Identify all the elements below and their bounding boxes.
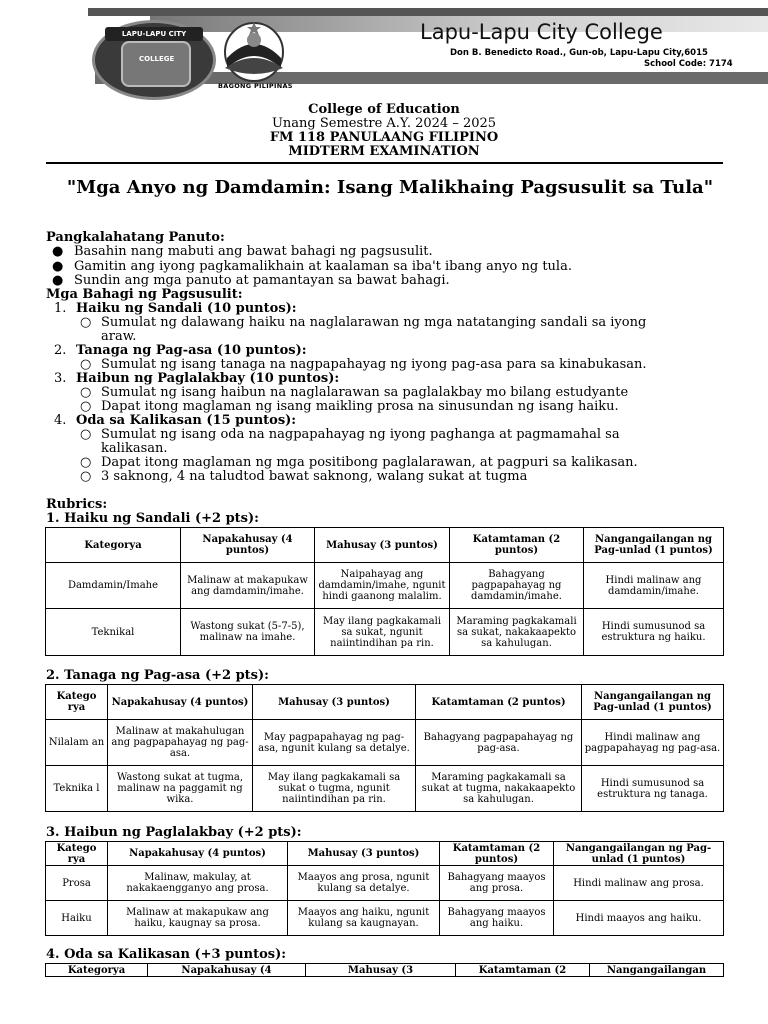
college-seal-icon <box>92 20 216 100</box>
bullet-icon: ● <box>52 244 64 259</box>
table-cell: Haiku <box>46 901 108 936</box>
part-sub: Dapat itong maglaman ng mga positibong paglalarawan, at pagpuri sa kalikasan. <box>101 455 638 470</box>
circle-bullet-icon: ○ <box>80 469 92 484</box>
circle-bullet-icon: ○ <box>80 399 92 414</box>
table-cell: Malinaw at makahulugan ang pagpapahayag ng pag-asa. <box>108 720 253 766</box>
seal-ribbon-text: LAPU-LAPU CITY <box>105 27 203 41</box>
table-cell: Hindi sumusunod sa estruktura ng haiku. <box>584 609 724 656</box>
column-header: Katamtaman (2 <box>456 964 590 977</box>
part-title: Tanaga ng Pag-asa (10 puntos): <box>76 343 307 358</box>
bullet-icon: ● <box>52 259 64 274</box>
column-header: Katego rya <box>46 842 108 866</box>
table-cell: Bahagyang pagpapahayag ng pag-asa. <box>416 720 582 766</box>
school-code: School Code: 7174 <box>644 59 733 69</box>
column-header: Napakahusay (4 puntos) <box>108 842 288 866</box>
part-sub: araw. <box>101 329 137 344</box>
seal-shield <box>121 41 191 87</box>
rubric-title: 1. Haiku ng Sandali (+2 pts): <box>46 511 259 526</box>
column-header: Mahusay (3 puntos) <box>253 685 416 720</box>
column-header: Napakahusay (4 puntos) <box>181 528 315 563</box>
rubric-title: 4. Oda sa Kalikasan (+3 puntos): <box>46 947 287 962</box>
table-cell: Wastong sukat (5-7-5), malinaw na imahe. <box>181 609 315 656</box>
department: College of Education <box>308 102 460 117</box>
column-header: Nangangailangan <box>590 964 724 977</box>
part-sub: Sumulat ng isang oda na nagpapahayag ng iyong paghanga at pagmamahal sa <box>101 427 620 442</box>
part-number: 4. <box>54 413 67 428</box>
table-row <box>46 766 724 812</box>
table-cell: Maayos ang haiku, ngunit kulang sa kaugnayan. <box>288 901 440 936</box>
table-cell: Hindi maayos ang haiku. <box>554 901 724 936</box>
rubric-title: 2. Tanaga ng Pag-asa (+2 pts): <box>46 668 269 683</box>
part-number: 2. <box>54 343 67 358</box>
circle-bullet-icon: ○ <box>80 455 92 470</box>
table-header-row <box>46 685 724 720</box>
part-number: 1. <box>54 301 67 316</box>
table-header-row <box>46 842 724 866</box>
part-sub: Sumulat ng isang haibun na naglalarawan sa paglalakbay mo bilang estudyante <box>101 385 629 400</box>
table-cell: Bahagyang maayos ang prosa. <box>440 866 554 901</box>
table-cell: Nilalam an <box>46 720 108 766</box>
table-cell: Hindi malinaw ang prosa. <box>554 866 724 901</box>
part-title: Haiku ng Sandali (10 puntos): <box>76 301 297 316</box>
bagong-pilipinas-logo-icon <box>213 18 295 82</box>
column-header: Mahusay (3 puntos) <box>315 528 450 563</box>
instruction-item: Sundin ang mga panuto at pamantayan sa bawat bahagi. <box>74 273 450 288</box>
seal-sub-text: COLLEGE <box>139 55 175 63</box>
part-sub: kalikasan. <box>101 441 168 456</box>
column-header: Nangangailangan ng Pag-unlad (1 puntos) <box>582 685 724 720</box>
instruction-item: Basahin nang mabuti ang bawat bahagi ng pagsusulit. <box>74 244 433 259</box>
column-header: Kategorya <box>46 964 148 977</box>
table-row <box>46 609 724 656</box>
table-cell: Hindi malinaw ang pagpapahayag ng pag-asa. <box>582 720 724 766</box>
rubric-table-tanaga <box>45 684 724 812</box>
table-header-row <box>46 528 724 563</box>
table-cell: Maayos ang prosa, ngunit kulang sa detalye. <box>288 866 440 901</box>
circle-bullet-icon: ○ <box>80 357 92 372</box>
table-row <box>46 866 724 901</box>
table-cell: Malinaw at makapukaw ang damdamin/imahe. <box>181 563 315 609</box>
table-cell: Maraming pagkakamali sa sukat, nakakaapekto sa kahulugan. <box>450 609 584 656</box>
column-header: Katamtaman (2 puntos) <box>450 528 584 563</box>
part-sub: Sumulat ng dalawang haiku na naglalarawan ng mga natatanging sandali sa iyong <box>101 315 647 330</box>
table-header-row <box>46 964 724 977</box>
table-cell: Prosa <box>46 866 108 901</box>
circle-bullet-icon: ○ <box>80 427 92 442</box>
part-sub: Dapat itong maglaman ng isang maikling prosa na sinusundan ng isang haiku. <box>101 399 619 414</box>
part-title: Oda sa Kalikasan (15 puntos): <box>76 413 297 428</box>
table-cell: May ilang pagkakamali sa sukat, ngunit naiintindihan pa rin. <box>315 609 450 656</box>
table-cell: May ilang pagkakamali sa sukat o tugma, ngunit naiintindihan pa rin. <box>253 766 416 812</box>
rubrics-heading: Rubrics: <box>46 497 108 512</box>
logo-caption: BAGONG PILIPINAS <box>218 82 293 90</box>
rubric-table-haiku <box>45 527 724 656</box>
bullet-icon: ● <box>52 273 64 288</box>
table-cell: Bahagyang pagpapahayag ng damdamin/imahe. <box>450 563 584 609</box>
table-cell: Teknikal <box>46 609 181 656</box>
page-title: "Mga Anyo ng Damdamin: Isang Malikhaing Pagsusulit sa Tula" <box>66 177 714 198</box>
rubric-table-oda <box>45 963 724 977</box>
column-header: Katego rya <box>46 685 108 720</box>
semester: Unang Semestre A.Y. 2024 – 2025 <box>271 116 497 131</box>
part-sub: 3 saknong, 4 na taludtod bawat saknong, walang sukat at tugma <box>101 469 528 484</box>
column-header: Kategorya <box>46 528 181 563</box>
table-row <box>46 563 724 609</box>
part-number: 3. <box>54 371 67 386</box>
table-row <box>46 720 724 766</box>
part-sub: Sumulat ng isang tanaga na nagpapahayag ng iyong pag-asa para sa kinabukasan. <box>101 357 647 372</box>
divider <box>46 162 723 164</box>
exam-name: MIDTERM EXAMINATION <box>288 144 480 159</box>
table-cell: Bahagyang maayos ang haiku. <box>440 901 554 936</box>
instruction-item: Gamitin ang iyong pagkamalikhain at kaalaman sa iba't ibang anyo ng tula. <box>74 259 572 274</box>
column-header: Mahusay (3 <box>306 964 456 977</box>
table-cell: Malinaw, makulay, at nakakaengganyo ang prosa. <box>108 866 288 901</box>
table-cell: Teknika l <box>46 766 108 812</box>
parts-heading: Mga Bahagi ng Pagsusulit: <box>46 287 243 302</box>
table-cell: Damdamin/Imahe <box>46 563 181 609</box>
table-cell: May pagpapahayag ng pag-asa, ngunit kulang sa detalye. <box>253 720 416 766</box>
column-header: Katamtaman (2 puntos) <box>416 685 582 720</box>
college-address: Don B. Benedicto Road., Gun-ob, Lapu-Lapu City,6015 <box>450 48 708 58</box>
rubric-title: 3. Haibun ng Paglalakbay (+2 pts): <box>46 825 302 840</box>
circle-bullet-icon: ○ <box>80 315 92 330</box>
column-header: Napakahusay (4 <box>148 964 306 977</box>
instructions-heading: Pangkalahatang Panuto: <box>46 230 225 245</box>
table-row <box>46 901 724 936</box>
course: FM 118 PANULAANG FILIPINO <box>269 130 499 145</box>
college-name: Lapu-Lapu City College <box>420 20 663 44</box>
letterhead <box>0 0 768 100</box>
column-header: Mahusay (3 puntos) <box>288 842 440 866</box>
column-header: Nangangailangan ng Pag-unlad (1 puntos) <box>554 842 724 866</box>
circle-bullet-icon: ○ <box>80 385 92 400</box>
column-header: Nangangailangan ng Pag-unlad (1 puntos) <box>584 528 724 563</box>
table-cell: Naipahayag ang damdamin/imahe, ngunit hindi gaanong malalim. <box>315 563 450 609</box>
column-header: Napakahusay (4 puntos) <box>108 685 253 720</box>
table-cell: Malinaw at makapukaw ang haiku, kaugnay sa prosa. <box>108 901 288 936</box>
rubric-table-haibun <box>45 841 724 936</box>
table-cell: Hindi malinaw ang damdamin/imahe. <box>584 563 724 609</box>
table-cell: Hindi sumusunod sa estruktura ng tanaga. <box>582 766 724 812</box>
table-cell: Wastong sukat at tugma, malinaw na paggamit ng wika. <box>108 766 253 812</box>
header-bar-top <box>88 8 768 16</box>
part-title: Haibun ng Paglalakbay (10 puntos): <box>76 371 340 386</box>
table-cell: Maraming pagkakamali sa sukat at tugma, nakakaapekto sa kahulugan. <box>416 766 582 812</box>
column-header: Katamtaman (2 puntos) <box>440 842 554 866</box>
